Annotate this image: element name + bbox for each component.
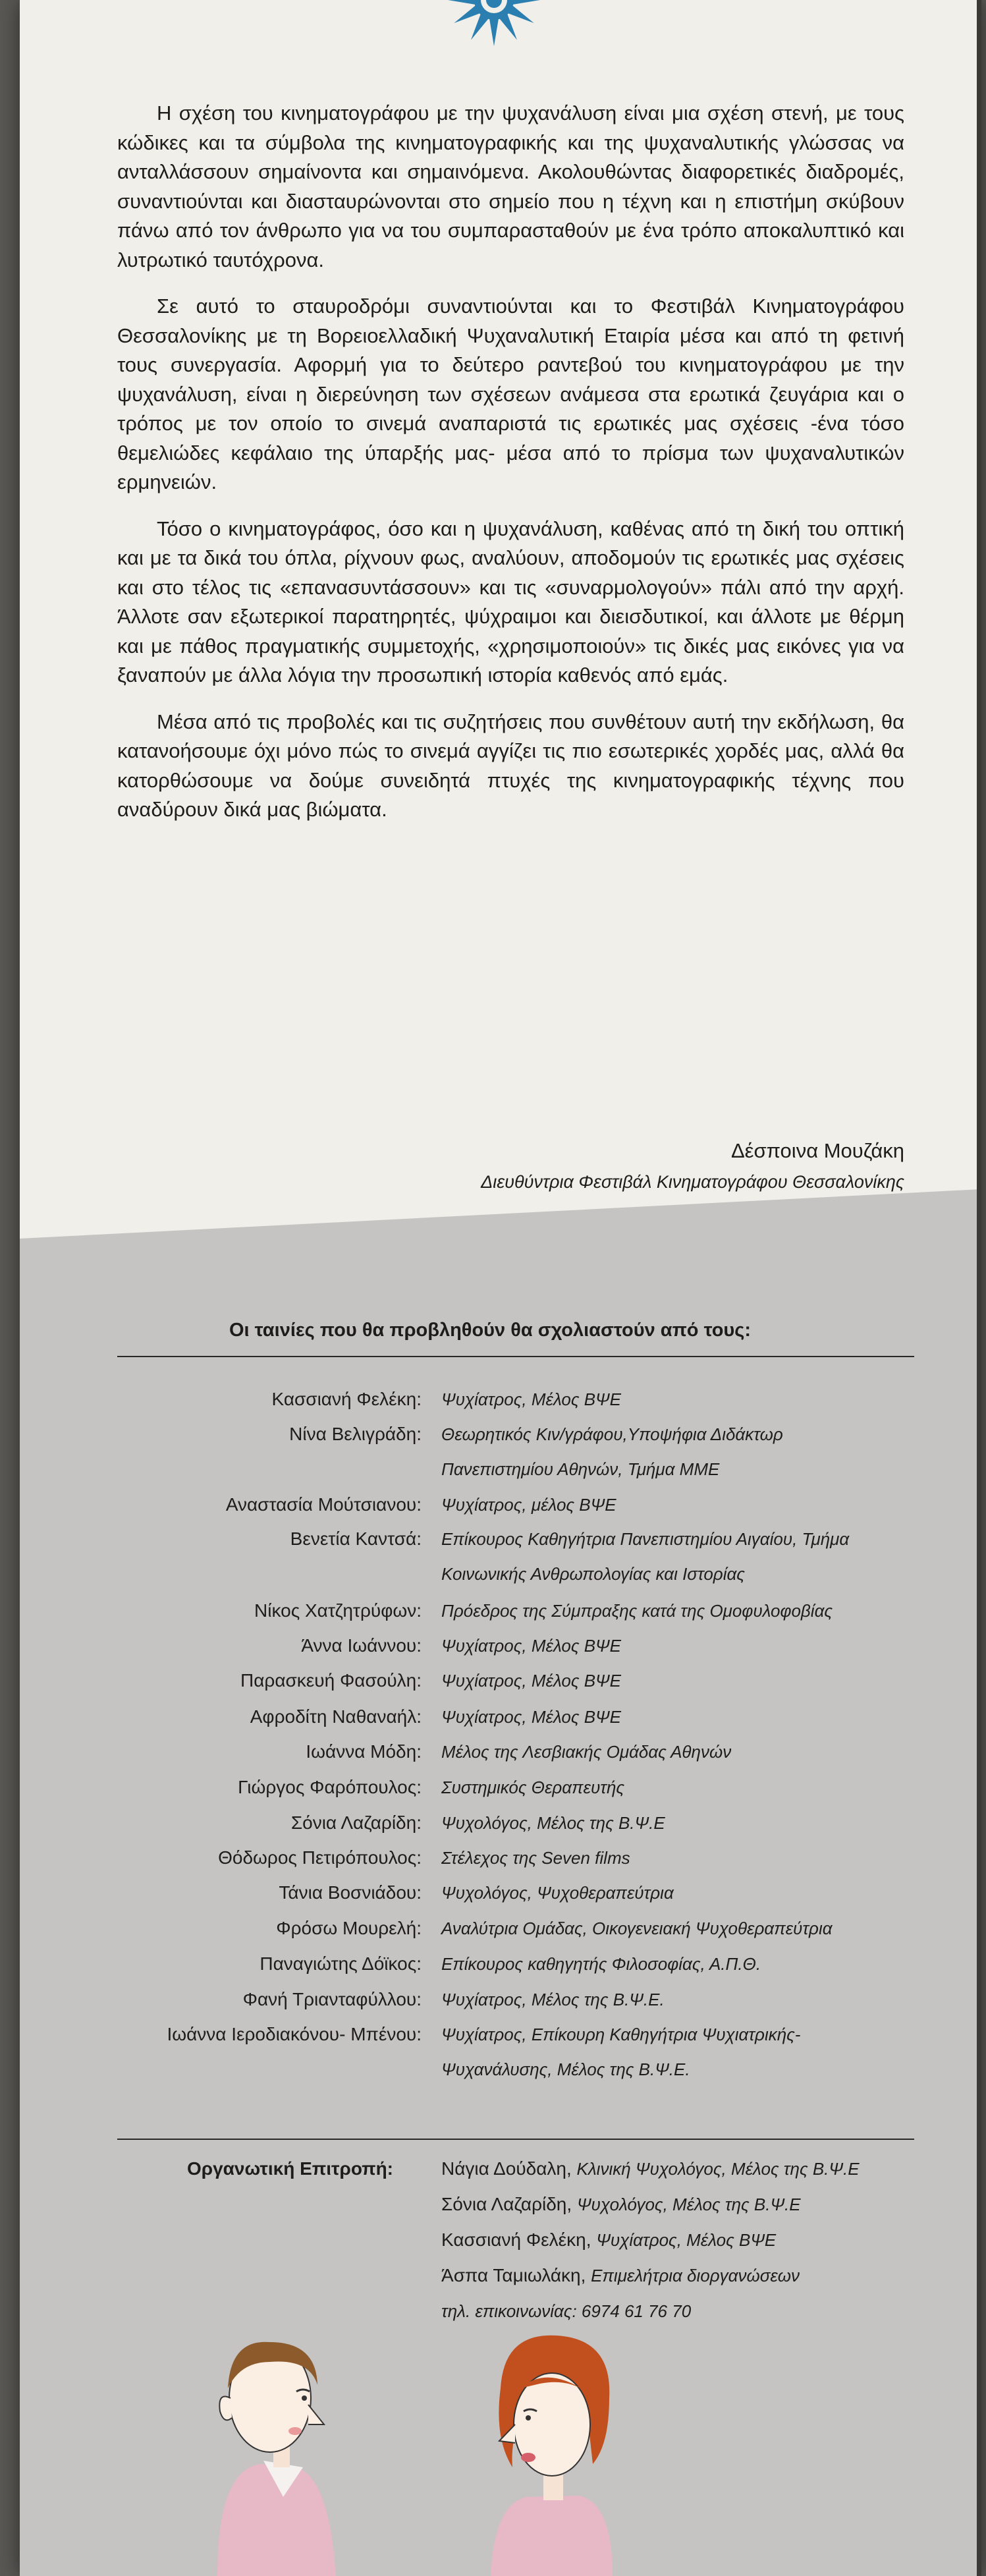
commentator-name: Ιωάννα Ιεροδιακόνου- Μπένου: bbox=[167, 2024, 422, 2044]
commentator-name: Γιώργος Φαρόπουλος: bbox=[238, 1777, 422, 1797]
commentator-row bbox=[20, 1528, 981, 1584]
intro-paragraph: Σε αυτό το σταυροδρόμι συναντιούνται και το Φεστιβάλ Κινηματογράφου Θεσσαλονίκης με τη Βορειοελλαδική Ψυχαναλυτική Εταιρία μέσα και από τη φετινή τους συνεργασία. Αφορμή για το δεύτερο ραντεβού του κινηματογράφου με την ψυχανάλυση, είναι η διερεύνηση των σχέσεων ανάμεσα στα ερωτικά ζευγάρια και ο τρόπος με τον οποίο το σινεμά αναπαριστά τις ερωτικές μας σχέσεις -ένα τόσο θεμελιώδες κεφάλαιο της ύπαρξής μας- μέσα από το πρίσμα των ψυχαναλυτικών ερμηνειών. bbox=[117, 294, 904, 493]
commentator-role: Μέλος της Λεσβιακής Ομάδας Αθηνών bbox=[441, 1742, 732, 1762]
commentator-name: Φανή Τριανταφύλλου: bbox=[242, 1989, 422, 2009]
commentator-role: Στέλεχος της Seven films bbox=[441, 1848, 630, 1868]
commentator-name: Παρασκευή Φασούλη: bbox=[240, 1670, 422, 1691]
intro-text bbox=[117, 99, 904, 1192]
commentator-role: Ψυχίατρος, Μέλος ΒΨΕ bbox=[441, 1707, 621, 1727]
commentator-role: Θεωρητικός Κιν/γράφου,Υποψήφια Διδάκτωρ bbox=[441, 1424, 783, 1444]
signature-name: Δέσποινα Μουζάκη bbox=[730, 1139, 904, 1162]
commentator-name: Βενετία Καντσά: bbox=[290, 1528, 422, 1549]
commentator-row bbox=[20, 1494, 981, 1531]
sun-logo-icon bbox=[428, 0, 560, 66]
commentator-row bbox=[20, 2024, 981, 2079]
intro-paragraph: Η σχέση του κινηματογράφου με την ψυχανάλυση είναι μια σχέση στενή, με τους κώδικες και τα σύμβολα της κινηματογραφικής και της ψυχαναλυτικής γλώσσας να ανταλλάσσουν σημαίνοντα και σημαινόμενα. Ακολουθώντας διαφορετικές διαδρομές, συναντιούνται και διασταυρώνονται στο σημείο που η τέχνη και η επιστήμη σκύβουν πάνω από τον άνθρωπο για να του συμπαρασταθούν με ένα τρόπο αποκαλυπτικό και λυτρωτικό ταυτόχρονα. bbox=[117, 101, 904, 271]
commentator-role: Ψυχίατρος, Μέλος ΒΨΕ bbox=[441, 1389, 621, 1409]
commentator-name: Φρόσω Μουρελή: bbox=[276, 1918, 422, 1938]
commentator-row bbox=[20, 1847, 981, 1884]
commentator-name: Αναστασία Μούτσιανου: bbox=[225, 1494, 422, 1515]
commentator-row bbox=[20, 1918, 981, 1955]
committee-member bbox=[441, 2265, 800, 2286]
committee-member-role: Ψυχίατρος, Μέλος ΒΨΕ bbox=[596, 2230, 777, 2250]
man-figure bbox=[217, 2342, 336, 2576]
commentator-row bbox=[20, 1989, 981, 2026]
commentator-name: Τάνια Βοσνιάδου: bbox=[279, 1882, 422, 1903]
commentator-row bbox=[20, 1882, 981, 1919]
commentator-role: Ψυχίατρος, Μέλος της Β.Ψ.Ε. bbox=[441, 1990, 665, 2009]
commentator-name: Κασσιανή Φελέκη: bbox=[271, 1389, 422, 1409]
committee-member bbox=[441, 2194, 801, 2215]
organizing-committee-label: Οργανωτική Επιτροπή: bbox=[187, 2158, 394, 2179]
intro-paragraph: Μέσα από τις προβολές και τις συζητήσεις που συνθέτουν αυτή την εκδήλωση, θα κατανοήσουμε όχι μόνο πώς το σινεμά αγγίζει τις πιο εσωτερικές χορδές μας, αλλά θα κατορθώσουμε να δούμε συνειδητά πτυχές της κινηματογραφικής τέχνης που αναδύρουν δικά μας βιώματα. bbox=[117, 710, 904, 821]
committee-member bbox=[441, 2229, 776, 2251]
couple-illustration bbox=[20, 2326, 981, 2576]
commentator-role: Πρόεδρος της Σύμπραξης κατά της Ομοφυλοφοβίας bbox=[441, 1601, 833, 1621]
commentator-role: Ψυχίατρος, Μέλος ΒΨΕ bbox=[441, 1671, 621, 1691]
commentator-name: Θόδωρος Πετιρόπουλος: bbox=[218, 1847, 422, 1868]
commentator-role: Ψυχανάλυσης, Μέλος της Β.Ψ.Ε. bbox=[441, 2059, 690, 2079]
commentator-row bbox=[20, 1389, 981, 1426]
commentator-row bbox=[20, 1424, 981, 1479]
commentators-title: Οι ταινίες που θα προβληθούν θα σχολιαστούν από τους: bbox=[229, 1320, 752, 1341]
contact-phone: τηλ. επικοινωνίας: 6974 61 76 70 bbox=[441, 2301, 692, 2321]
commentator-row bbox=[20, 1812, 981, 1849]
commentator-role: Πανεπιστημίου Αθηνών, Τμήμα ΜΜΕ bbox=[441, 1459, 720, 1479]
page-edge-shadow bbox=[977, 0, 981, 2576]
commentator-row bbox=[20, 1635, 981, 1672]
commentator-row bbox=[20, 1600, 981, 1637]
commentator-row bbox=[20, 1953, 981, 1990]
committee-member-role: Επιμελήτρια διοργανώσεων bbox=[591, 2266, 800, 2285]
commentator-role: Αναλύτρια Ομάδας, Οικογενειακή Ψυχοθεραπεύτρια bbox=[441, 1918, 833, 1938]
committee-member-role: Ψυχολόγος, Μέλος της Β.Ψ.Ε bbox=[576, 2195, 801, 2214]
org-rule bbox=[117, 2139, 914, 2140]
committee-member-name: Νάγια Δούδαλη, bbox=[441, 2158, 572, 2179]
brochure-page bbox=[20, 0, 981, 2576]
commentator-row bbox=[20, 1670, 981, 1707]
committee-member bbox=[441, 2158, 860, 2179]
commentator-row bbox=[20, 1777, 981, 1814]
title-rule bbox=[117, 1356, 914, 1357]
commentator-role: Ψυχίατρος, Μέλος ΒΨΕ bbox=[441, 1636, 621, 1656]
committee-member-name: Σόνια Λαζαρίδη, bbox=[441, 2194, 572, 2214]
commentator-role: Ψυχίατρος, Επίκουρη Καθηγήτρια Ψυχιατρικής- bbox=[441, 2025, 801, 2044]
commentator-role: Ψυχολόγος, Μέλος της Β.Ψ.Ε bbox=[441, 1813, 665, 1833]
commentator-row bbox=[20, 1741, 981, 1778]
intro-paragraph: Τόσο ο κινηματογράφος, όσο και η ψυχανάλυση, καθένας από τη δική του οπτική και με τα δικά του όπλα, ρίχνουν φως, αναλύουν, αποδομούν τις ερωτικές μας σχέσεις και στο τέλος τις «επανασυντάσσουν» και τις «συναρμολογούν» πάλι από την αρχή. Άλλοτε σαν εξωτερικοί παρατηρητές, ψύχραιμοι και διεισδυτικοί, και άλλοτε με θέρμη και με πάθος πραγματικής συμμετοχής, «χρησιμοποιούν» τις δικές μας εικόνες για να ξαναπούν με άλλα λόγια την προσωπική ιστορία καθενός από εμάς. bbox=[117, 517, 904, 686]
commentator-name: Νίκος Χατζητρύφων: bbox=[254, 1600, 422, 1621]
commentator-name: Νίνα Βελιγράδη: bbox=[289, 1424, 422, 1444]
woman-figure bbox=[491, 2336, 613, 2576]
commentator-name: Σόνια Λαζαρίδη: bbox=[290, 1812, 422, 1833]
commentator-name: Άννα Ιωάννου: bbox=[301, 1635, 422, 1656]
commentator-name: Παναγιώτης Δόϊκος: bbox=[260, 1953, 422, 1974]
commentator-role: Επίκουρος καθηγητής Φιλοσοφίας, Α.Π.Θ. bbox=[441, 1954, 761, 1974]
committee-member-name: Κασσιανή Φελέκη, bbox=[441, 2229, 591, 2250]
commentator-role: Ψυχολόγος, Ψυχοθεραπεύτρια bbox=[441, 1883, 674, 1903]
committee-member-role: Κλινική Ψυχολόγος, Μέλος της Β.Ψ.Ε bbox=[576, 2159, 860, 2179]
commentator-name: Αφροδίτη Ναθαναήλ: bbox=[250, 1706, 422, 1727]
commentator-name: Ιωάννα Μόδη: bbox=[306, 1741, 422, 1762]
committee-member-name: Άσπα Ταμιωλάκη, bbox=[441, 2265, 586, 2285]
commentator-role: Επίκουρος Καθηγήτρια Πανεπιστημίου Αιγαίου, Τμήμα bbox=[441, 1529, 850, 1549]
commentator-row bbox=[20, 1706, 981, 1743]
commentator-role: Ψυχίατρος, μέλος ΒΨΕ bbox=[441, 1495, 616, 1515]
commentator-role: Κοινωνικής Ανθρωπολογίας και Ιστορίας bbox=[441, 1564, 745, 1584]
signature-role: Διευθύντρια Φεστιβάλ Κινηματογράφου Θεσσαλονίκης bbox=[481, 1172, 904, 1192]
commentator-role: Συστημικός Θεραπευτής bbox=[441, 1778, 625, 1797]
